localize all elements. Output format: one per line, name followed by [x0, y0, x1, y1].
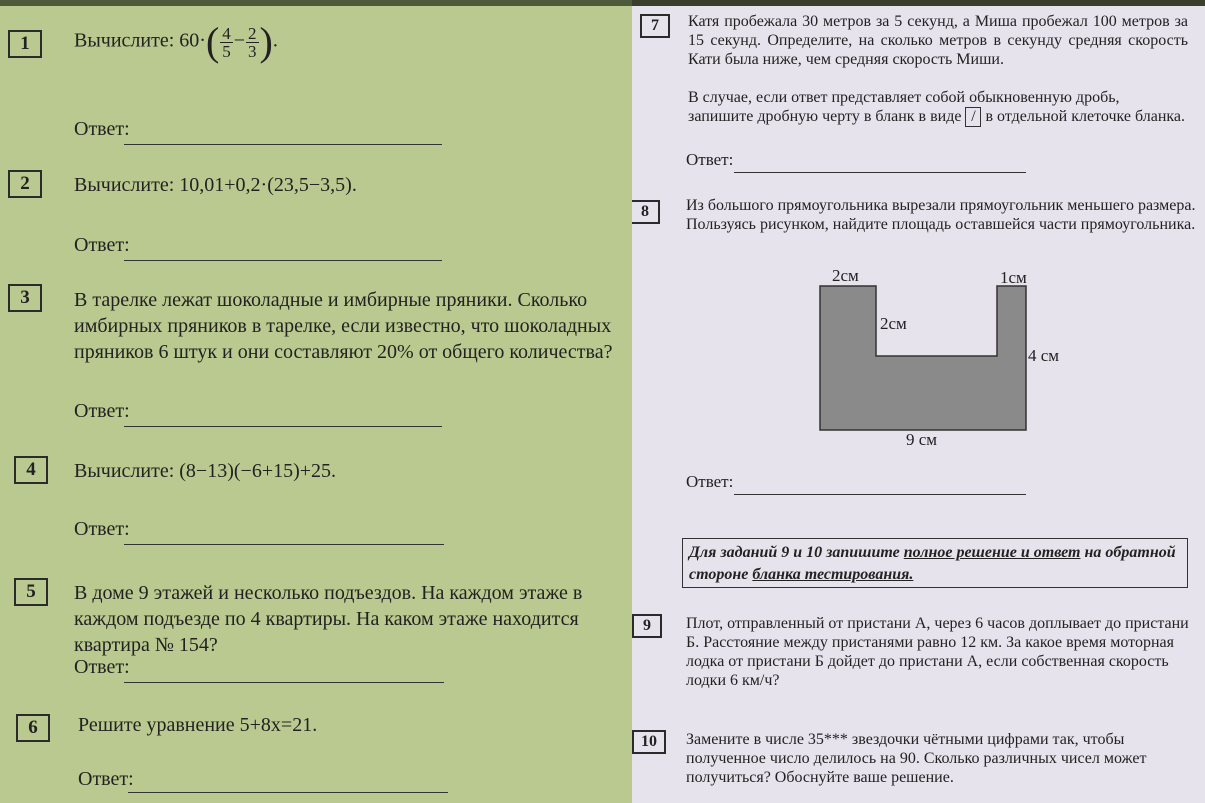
task-number-3: 3 [8, 284, 42, 312]
page-edge-right [632, 0, 1205, 6]
task-number-1: 1 [8, 30, 42, 58]
task-number-7: 7 [640, 14, 670, 38]
note-underlined: полное решение и ответ [903, 544, 1081, 561]
task-3-question: В тарелке лежат шоколадные и имбирные пряники. Сколько имбирных пряников в тарелке, если известно, что шоколадных пряников 6 штук и они составляют 20% от общего количества? [74, 289, 613, 363]
frac2-numerator: 2 [248, 23, 257, 43]
slash-box: / [965, 107, 981, 127]
answer-line-2[interactable] [124, 260, 442, 261]
task-1-question: Вычислите: 60·( $\frac{4}{5}$ − $\frac{2}{3}$ ). [74, 19, 278, 64]
answer-line-4[interactable] [124, 544, 444, 545]
note-pre: Для заданий 9 и 10 запишите [689, 544, 904, 561]
task-7-hint-pre: В случае, если ответ представляет собой обыкновенную дробь, запишите дробную черту в бланк в виде [688, 89, 1120, 125]
frac1-numerator: 4 [222, 23, 231, 43]
task-8-question: Из большого прямоугольника вырезали прямоугольник меньшего размера. Пользуясь рисунком, найдите площадь оставшейся части прямоугольника. [686, 197, 1196, 233]
task-7-question: Катя пробежала 30 метров за 5 секунд, а Миша пробежал 100 метров за 15 секунд. Определите, на сколько метров в секунду средняя скорость Кати была ниже, чем средняя скорость Миши. [688, 13, 1188, 68]
task-number-2: 2 [8, 170, 42, 198]
label-top-right: 1см [1000, 268, 1027, 287]
frac1-denominator: 5 [222, 41, 231, 61]
right-page [632, 0, 1205, 803]
answer-label-3: Ответ: [74, 400, 130, 422]
task-7-hint [688, 88, 1188, 127]
figure-shape [820, 286, 1026, 430]
answer-line-8[interactable] [734, 494, 1026, 495]
frac2-denominator: 3 [248, 41, 257, 61]
task-9-question: Плот, отправленный от пристани А, через 6 часов доплывает до пристани Б. Расстояние между пристанями равно 12 км. За какое время моторная лодка от пристани Б дойдет до пристани А, если собственная скорость лодки 6 км/ч? [686, 615, 1189, 689]
task-number-8: 8 [632, 200, 660, 224]
answer-label-6: Ответ: [78, 768, 134, 790]
answer-line-7[interactable] [734, 172, 1026, 173]
note-mid: на обратной стороне [689, 544, 1176, 583]
minus-sign: − [233, 29, 246, 52]
task-4-question: Вычислите: (8−13)(−6+15)+25. [74, 460, 337, 482]
answer-label-1: Ответ: [74, 118, 130, 140]
answer-line-1[interactable] [124, 144, 442, 145]
label-top-left: 2см [832, 266, 859, 285]
task-7-hint-post: в отдельной клеточке бланка. [985, 108, 1186, 125]
task-number-5: 5 [14, 578, 48, 606]
instruction-note [682, 538, 1188, 588]
answer-line-6[interactable] [128, 792, 448, 793]
label-bottom: 9 см [906, 430, 938, 449]
answer-label-4: Ответ: [74, 518, 130, 540]
answer-label-7: Ответ: [686, 150, 734, 169]
answer-line-5[interactable] [124, 682, 444, 683]
answer-label-8: Ответ: [686, 472, 734, 491]
answer-label-5: Ответ: [74, 656, 130, 678]
task-1-prefix: Вычислите: 60· [74, 29, 206, 52]
task-6-question: Решите уравнение 5+8x=21. [78, 714, 318, 736]
task-number-9: 9 [632, 614, 662, 638]
task-2-question: Вычислите: 10,01+0,2·(23,5−3,5). [74, 174, 357, 196]
label-inner: 2см [880, 314, 907, 333]
task-number-4: 4 [14, 456, 48, 484]
note-underlined-2: бланка тестирования. [752, 566, 914, 583]
label-side: 4 см [1028, 346, 1060, 365]
task-1-suffix: . [272, 29, 278, 52]
answer-line-3[interactable] [124, 426, 442, 427]
task-number-10: 10 [632, 730, 666, 754]
task-number-6: 6 [16, 714, 50, 742]
task-10-question: Замените в числе 35*** звездочки чётными цифрами так, чтобы полученное число делилось на 90. Сколько различных чисел может получиться? Обоснуйте ваше решение. [686, 731, 1147, 786]
task-5-question: В доме 9 этажей и несколько подъездов. На каждом этаже в каждом подъезде по 4 квартиры. На каком этаже находится квартира № 154? [74, 582, 583, 656]
page-edge [0, 0, 632, 6]
answer-label-2: Ответ: [74, 234, 130, 256]
task-8-figure [782, 264, 1042, 454]
